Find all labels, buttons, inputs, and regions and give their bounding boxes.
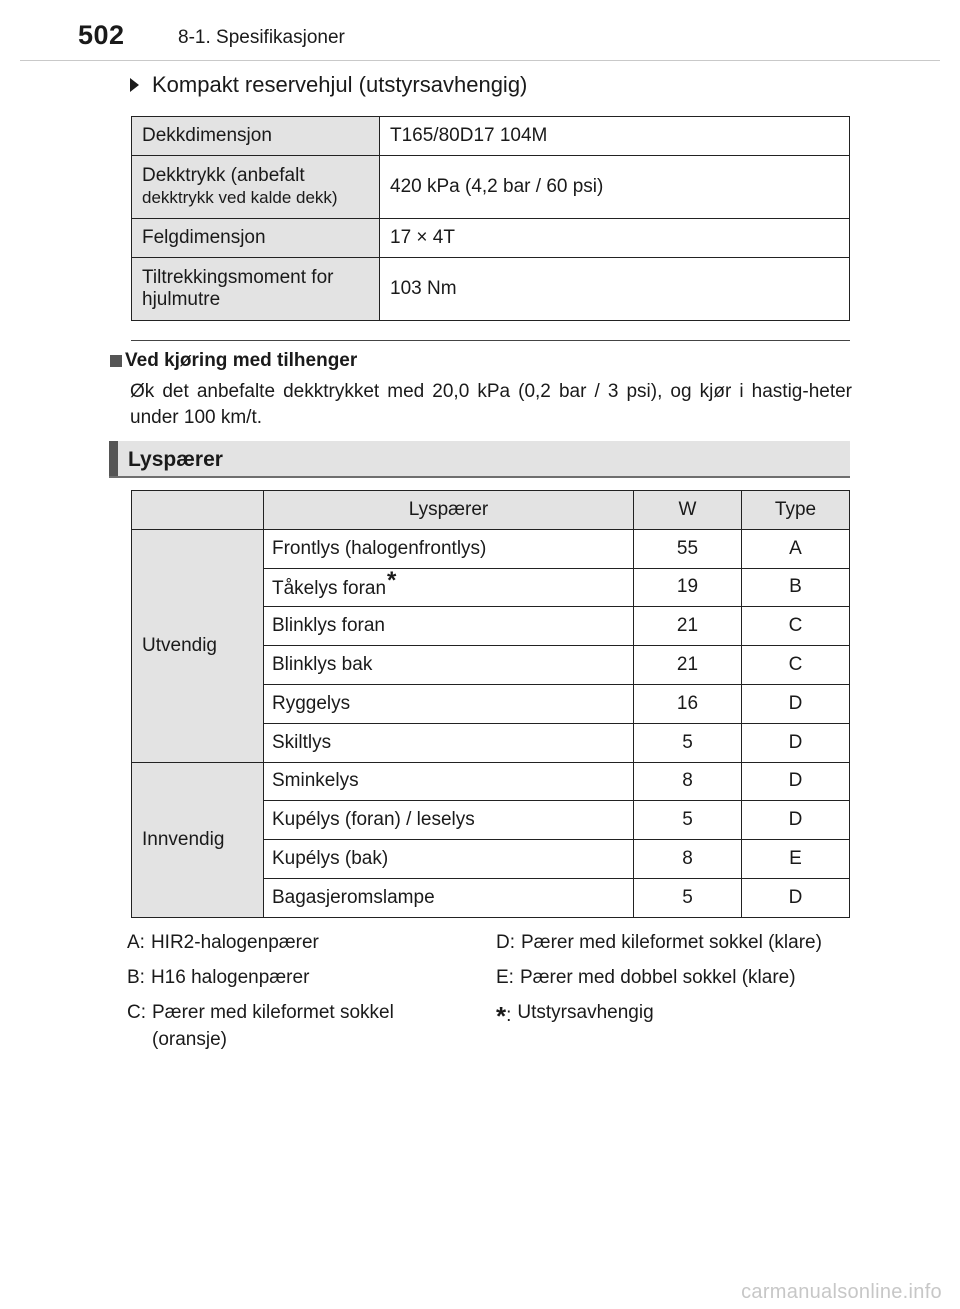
spec-value: 103 Nm — [380, 258, 850, 321]
towing-heading-text: Ved kjøring med tilhenger — [125, 350, 358, 371]
legend-key: E: — [496, 967, 514, 988]
legend-key: A: — [127, 932, 145, 953]
bulb-type: D — [742, 801, 850, 840]
bulb-watt: 5 — [634, 801, 742, 840]
group-label-interior: Innvendig — [132, 762, 264, 917]
legend-item — [127, 929, 467, 956]
group-label-exterior: Utvendig — [132, 529, 264, 762]
spec-label: Dekkdimensjon — [132, 117, 380, 156]
footnote — [496, 999, 856, 1029]
table-row — [132, 156, 850, 219]
legend-value: Pærer med kileformet sokkel (oransje) — [152, 1002, 394, 1050]
header-divider — [20, 60, 940, 61]
table-header-row — [132, 491, 850, 530]
bulb-type-legend-right — [496, 929, 856, 1037]
spare-wheel-table — [131, 116, 850, 321]
bulb-name-cell — [264, 568, 634, 607]
bulb-type: D — [742, 684, 850, 723]
square-bullet-icon — [110, 355, 122, 367]
bulb-name: Kupélys (foran) / leselys — [264, 801, 634, 840]
legend-item — [127, 964, 467, 991]
spare-wheel-title: Kompakt reservehjul (utstyrsavhengig) — [152, 72, 528, 97]
bulb-type: B — [742, 568, 850, 607]
bulbs-section-title: Lyspærer — [128, 448, 223, 471]
section-divider — [131, 340, 850, 341]
towing-heading — [110, 350, 357, 372]
bulb-type: A — [742, 529, 850, 568]
bulb-watt: 21 — [634, 646, 742, 685]
table-row — [132, 529, 850, 568]
spare-wheel-heading — [130, 72, 527, 98]
towing-paragraph: Øk det anbefalte dekktrykket med 20,0 kPa (0,2 bar / 3 psi), og kjør i hastig-heter under 100 km/t. — [130, 381, 852, 428]
legend-value: Pærer med dobbel sokkel (klare) — [519, 967, 796, 988]
footnote-star: * — [387, 567, 397, 595]
legend-item — [496, 964, 856, 991]
legend-item — [496, 929, 856, 956]
bulb-watt: 55 — [634, 529, 742, 568]
bulb-type: C — [742, 607, 850, 646]
column-header-watt: W — [634, 491, 742, 530]
bulb-name: Skiltlys — [264, 723, 634, 762]
watermark: carmanualsonline.info — [741, 1281, 942, 1303]
bulb-type: C — [742, 646, 850, 685]
footnote-key: *: — [496, 1001, 512, 1031]
section-title: 8-1. Spesifikasjoner — [178, 27, 345, 48]
page-number: 502 — [78, 20, 125, 50]
footnote-star: * — [496, 1001, 507, 1031]
bulb-watt: 5 — [634, 878, 742, 917]
spec-label: Tiltrekkingsmoment for hjulmutre — [132, 258, 380, 321]
bulb-type: D — [742, 878, 850, 917]
column-header-bulb: Lyspærer — [264, 491, 634, 530]
bulb-name: Sminkelys — [264, 762, 634, 801]
bulb-name: Bagasjeromslampe — [264, 878, 634, 917]
spec-value: T165/80D17 104M — [380, 117, 850, 156]
bulbs-table — [131, 490, 850, 918]
table-row — [132, 762, 850, 801]
bulbs-section-header — [109, 441, 850, 478]
bulb-watt: 21 — [634, 607, 742, 646]
bulb-watt: 19 — [634, 568, 742, 607]
legend-key: C: — [127, 1002, 146, 1023]
column-header-type: Type — [742, 491, 850, 530]
section-marker-bar — [109, 441, 118, 476]
spec-label: Felgdimensjon — [132, 219, 380, 258]
bulb-name: Blinklys bak — [264, 646, 634, 685]
bulb-name: Frontlys (halogenfrontlys) — [264, 529, 634, 568]
legend-key: D: — [496, 932, 515, 953]
spec-value: 420 kPa (4,2 bar / 60 psi) — [380, 156, 850, 219]
legend-key: B: — [127, 967, 145, 988]
legend-value: Pærer med kileformet sokkel (klare) — [521, 932, 822, 953]
bulb-watt: 8 — [634, 762, 742, 801]
legend-value: H16 halogenpærer — [150, 967, 310, 988]
table-row — [132, 117, 850, 156]
bulb-type: D — [742, 762, 850, 801]
bulb-name: Blinklys foran — [264, 607, 634, 646]
bulb-name: Tåkelys foran — [272, 578, 387, 600]
spec-value: 17 × 4T — [380, 219, 850, 258]
bulb-watt: 16 — [634, 684, 742, 723]
column-header-group — [132, 491, 264, 530]
bulb-watt: 5 — [634, 723, 742, 762]
bulb-name: Kupélys (bak) — [264, 840, 634, 879]
bulb-type: E — [742, 840, 850, 879]
bulb-type: D — [742, 723, 850, 762]
spec-label: Dekktrykk (anbefalt dekktrykk ved kalde dekk) — [132, 156, 380, 219]
table-row — [132, 219, 850, 258]
table-row — [132, 258, 850, 321]
bulb-name: Ryggelys — [264, 684, 634, 723]
footnote-value: Utstyrsavhengig — [517, 1002, 654, 1023]
legend-value: HIR2-halogenpærer — [150, 932, 319, 953]
bulb-type-legend-left — [127, 929, 467, 1061]
triangle-bullet-icon — [130, 78, 139, 92]
bulb-watt: 8 — [634, 840, 742, 879]
legend-item — [127, 999, 467, 1053]
